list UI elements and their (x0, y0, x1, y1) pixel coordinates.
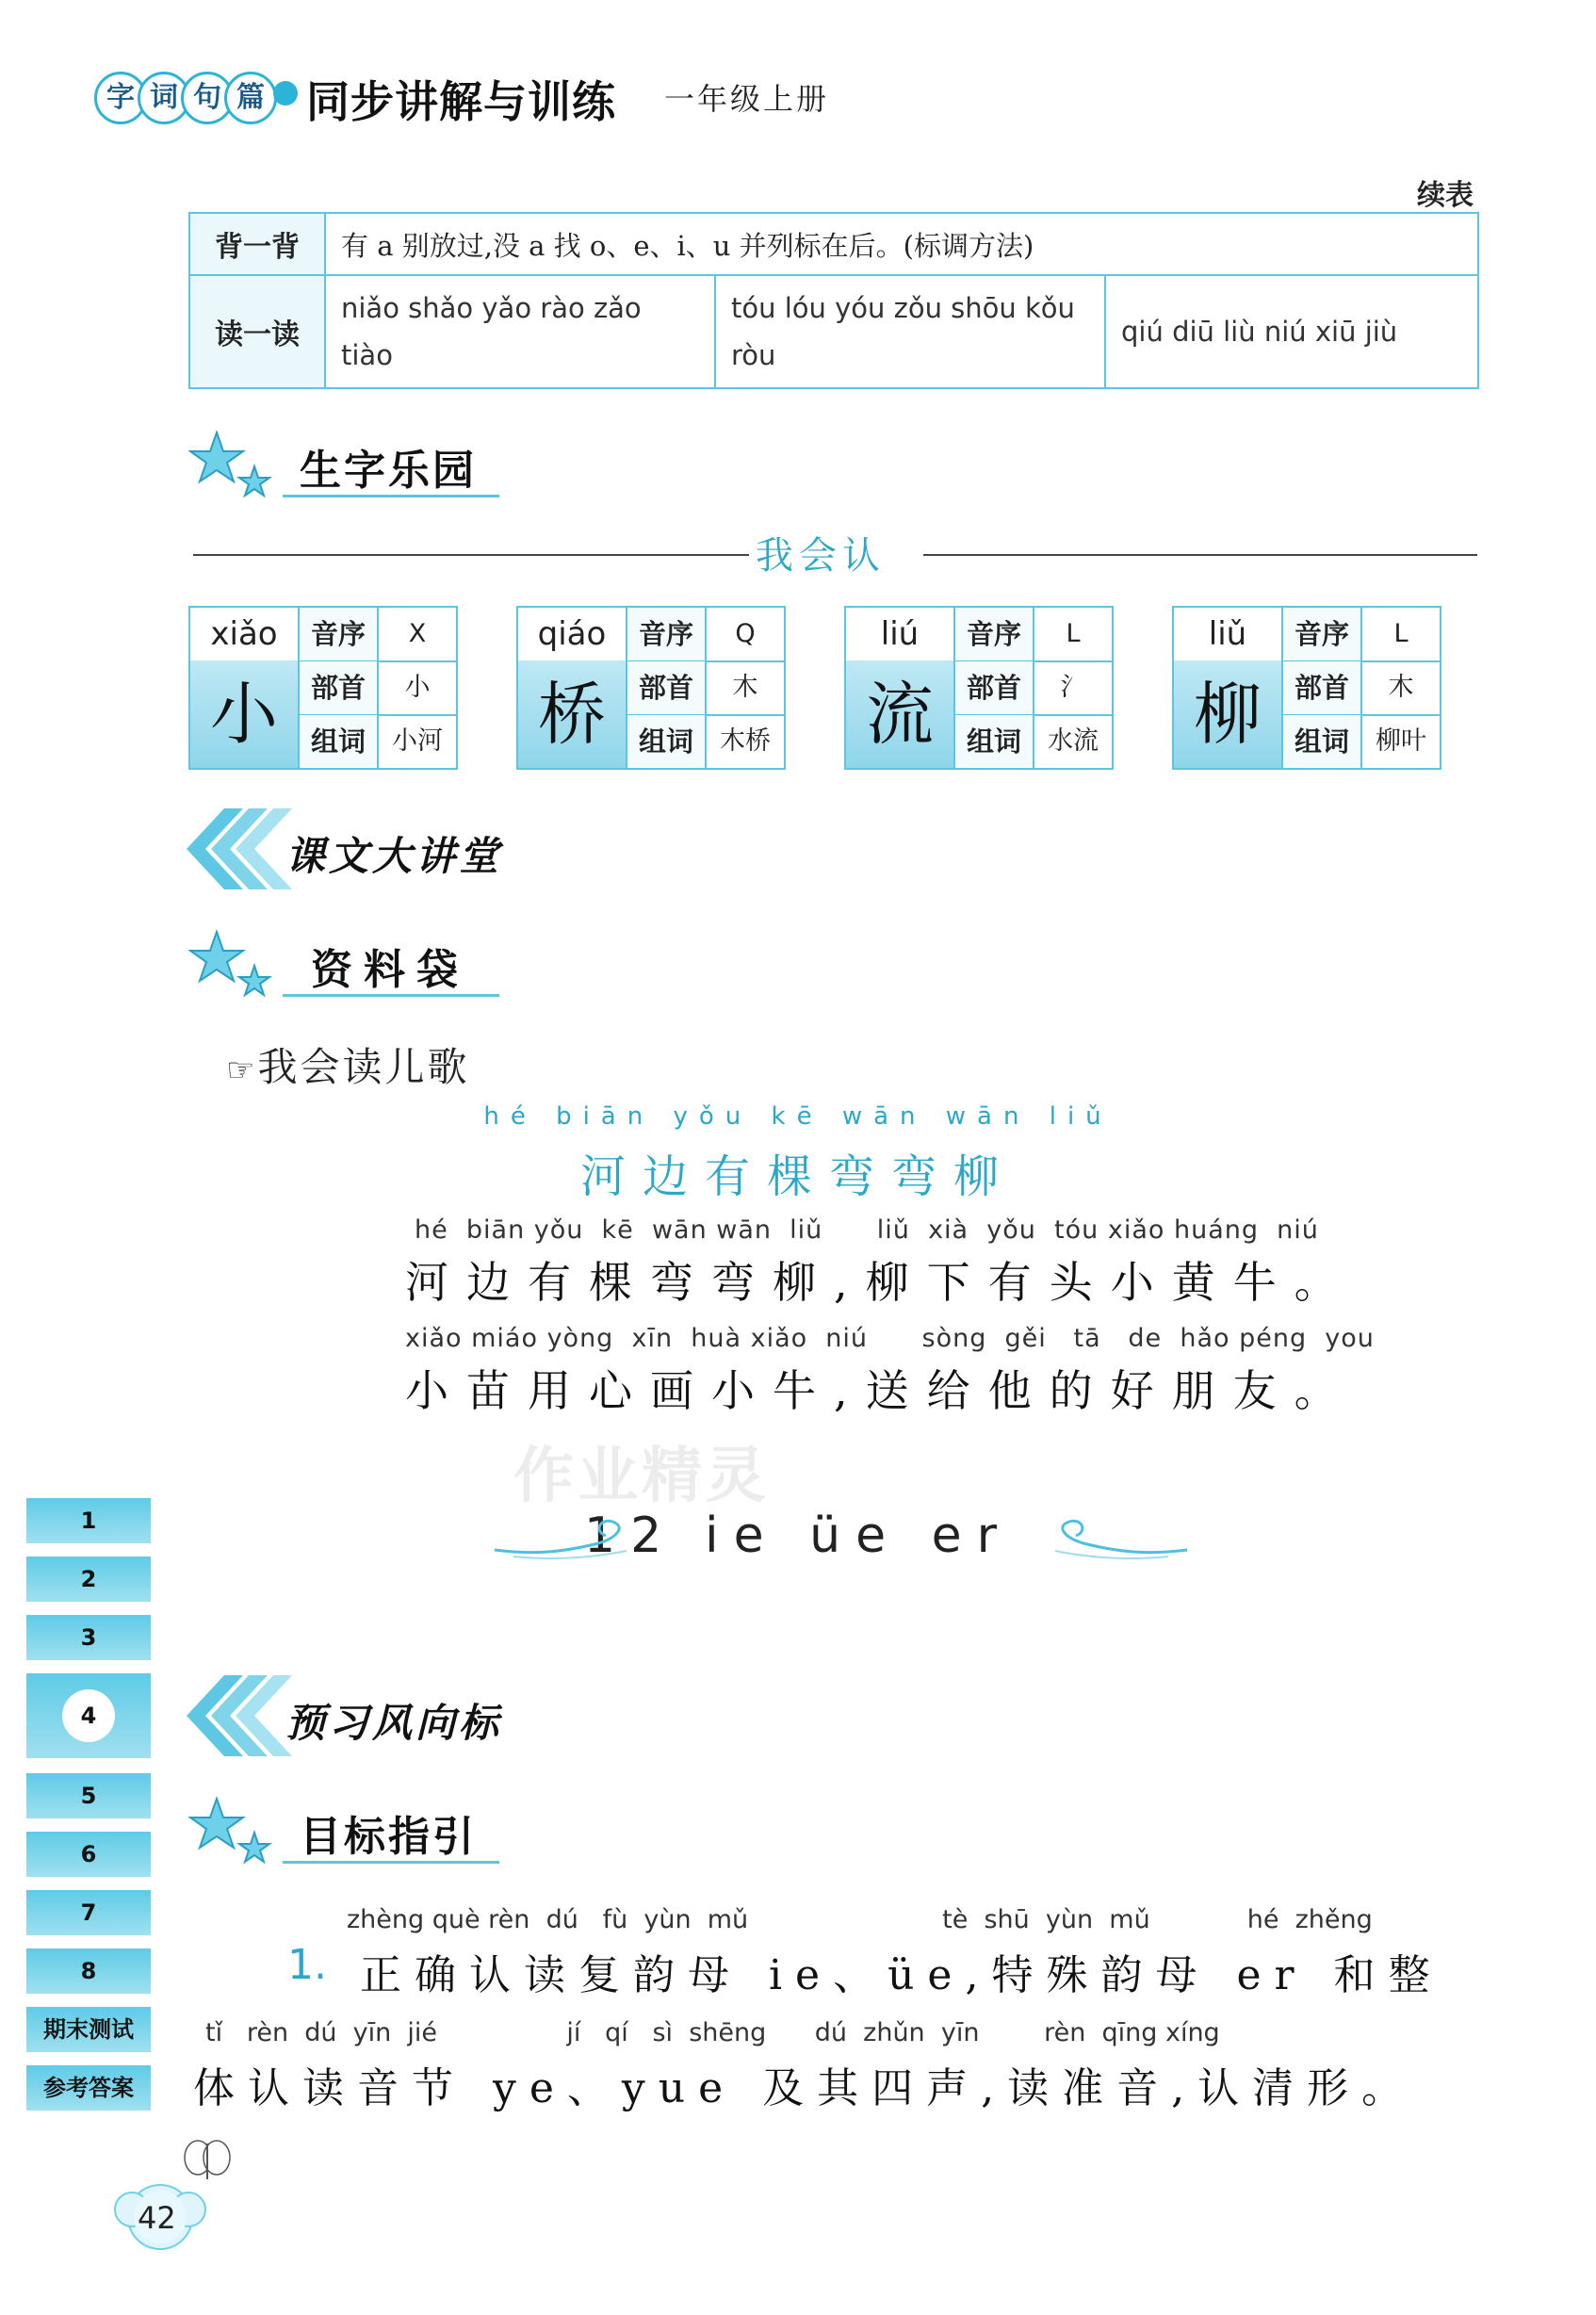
char-card (844, 606, 1114, 770)
sidebar-item[interactable]: 7 (26, 1890, 151, 1935)
section-underline (283, 495, 499, 497)
char-card (516, 606, 786, 770)
section-mubiao (188, 1795, 528, 1870)
char-card (1172, 606, 1441, 770)
sidebar-item[interactable]: 2 (26, 1557, 151, 1602)
card-value: 柳叶 (1376, 726, 1426, 756)
read-label: 读一读 (189, 275, 325, 388)
goal-line: 正确认读复韵母 ie、üe,特殊韵母 er 和整 (360, 1951, 1443, 1999)
card-char: 柳 (1174, 660, 1283, 768)
sidebar-item-answers[interactable]: 参考答案 (26, 2065, 151, 2111)
card-key: 音序 (1283, 608, 1362, 660)
section-title: 生字乐园 (300, 447, 477, 495)
card-value: 氵 (1060, 673, 1086, 702)
card-char: 流 (846, 660, 955, 768)
stars-icon (188, 429, 273, 504)
card-pinyin: xiǎo (190, 608, 300, 662)
divider-right (923, 554, 1477, 556)
banner-yuxi (187, 1675, 563, 1762)
card-key: 音序 (627, 608, 707, 660)
page-number: 42 (138, 2200, 176, 2236)
recite-label: 背一背 (189, 213, 325, 275)
swirl-left-icon (495, 1517, 636, 1564)
sidebar-item[interactable]: 5 (26, 1773, 151, 1818)
card-char: 桥 (518, 660, 627, 768)
card-key: 组词 (955, 715, 1034, 768)
sub-section-wohuiren: 我会认 (756, 534, 886, 578)
char-card (188, 606, 458, 770)
poem-title: 河边有棵弯弯柳 (579, 1150, 1016, 1203)
goal-line-pinyin: tǐ rèn dú yīn jié jí qí sì shēng dú zhǔn yīn rèn qīng xíng (205, 2018, 1220, 2047)
chevron-icon (236, 1675, 292, 1756)
section-title: 资料袋 (311, 946, 469, 994)
sidebar-item-final-test[interactable]: 期末测试 (26, 2007, 151, 2052)
lesson-number: 12 (584, 1508, 677, 1564)
sidebar-item[interactable]: 3 (26, 1615, 151, 1660)
book-grade: 一年级上册 (664, 81, 830, 117)
card-value: 木 (732, 673, 758, 702)
card-key: 部首 (300, 661, 379, 714)
lesson-title (0, 1508, 1596, 1564)
read-cell: qiú diū liù niú xiū jiù (1105, 275, 1478, 388)
card-value: 小河 (392, 726, 443, 756)
card-value: 木 (1388, 673, 1414, 702)
header-tag-char: 句 (181, 72, 234, 124)
card-value: Q (735, 619, 756, 648)
goal-number: 1. (287, 1941, 327, 1989)
card-key: 组词 (300, 715, 379, 768)
header-tag (94, 66, 292, 124)
card-pinyin: qiáo (518, 608, 627, 662)
header-tag-char: 字 (94, 72, 147, 124)
section-title: 目标指引 (300, 1813, 477, 1861)
sidebar-current-label: 4 (62, 1689, 115, 1742)
card-key: 音序 (300, 608, 379, 660)
card-key: 部首 (1283, 661, 1362, 714)
card-key: 音序 (955, 608, 1034, 660)
poem-title-pinyin: hé biān yǒu kē wān wān liǔ (483, 1102, 1113, 1131)
swirl-right-icon (1046, 1517, 1187, 1564)
watermark: 作业精灵 (513, 1442, 770, 1511)
sidebar-item[interactable]: 8 (26, 1948, 151, 1994)
card-value: 水流 (1048, 726, 1099, 756)
section-underline (283, 1861, 499, 1864)
lesson-name: ie üe er (705, 1508, 1012, 1564)
section-underline (283, 994, 499, 997)
poem-line-pinyin: xiǎo miáo yòng xīn huà xiǎo niú sòng gěi tā de hǎo péng you (405, 1324, 1375, 1353)
sidebar-item[interactable]: 6 (26, 1832, 151, 1877)
card-value: X (408, 619, 427, 648)
card-pinyin: liú (846, 608, 955, 662)
sidebar-item[interactable]: 1 (26, 1498, 151, 1543)
card-char: 小 (190, 660, 300, 768)
poem-line: 河边有棵弯弯柳,柳下有头小黄牛。 (405, 1257, 1356, 1308)
banner-title: 预习风向标 (285, 1700, 503, 1746)
card-value: 木桥 (720, 726, 771, 756)
card-key: 部首 (627, 661, 707, 714)
card-key: 组词 (627, 715, 707, 768)
pointing-hand-icon: ☞ (226, 1052, 258, 1089)
sidebar-item-current[interactable] (26, 1673, 151, 1758)
goal-line: 体认读音节 ye、yue 及其四声,读准音,认清形。 (193, 2064, 1417, 2112)
song-label-text: 我会读儿歌 (257, 1044, 470, 1090)
recite-text: 有 a 别放过,没 a 找 o、e、i、u 并列标在后。(标调方法) (325, 213, 1478, 275)
card-value: L (1066, 619, 1081, 648)
continued-label: 续表 (1417, 179, 1474, 212)
review-table (188, 212, 1479, 389)
song-label (226, 1036, 470, 1093)
card-pinyin: liǔ (1174, 608, 1283, 662)
header-tag-char: 词 (138, 72, 190, 124)
butterfly-icon (179, 2134, 236, 2191)
poem-line-pinyin: hé biān yǒu kē wān wān liǔ liǔ xià yǒu tóu xiǎo huáng niú (415, 1215, 1319, 1245)
chevron-icon (236, 808, 292, 889)
read-cell: niǎo shǎo yǎo rào zǎo tiào (325, 275, 715, 388)
page-number-badge (104, 2172, 217, 2257)
divider-left (193, 554, 749, 556)
card-value: 小 (404, 673, 431, 702)
card-key: 部首 (955, 661, 1034, 714)
card-value: L (1393, 619, 1409, 648)
goal-line-pinyin: zhèng què rèn dú fù yùn mǔ tè shū yùn mǔ hé zhěng (347, 1905, 1373, 1934)
banner-kewen (187, 808, 563, 895)
header-tag-char: 篇 (224, 72, 277, 124)
header-dot-icon (273, 81, 298, 106)
book-title: 同步讲解与训练 (306, 76, 616, 127)
stars-icon (188, 1795, 273, 1870)
poem-line: 小苗用心画小牛,送给他的好朋友。 (405, 1365, 1356, 1416)
stars-icon (188, 928, 273, 1003)
section-ziliao (188, 928, 528, 1003)
read-cell: tóu lóu yóu zǒu shōu kǒu ròu (715, 275, 1105, 388)
card-key: 组词 (1283, 715, 1362, 768)
banner-title: 课文大讲堂 (285, 833, 503, 879)
section-shengzi (188, 429, 528, 504)
